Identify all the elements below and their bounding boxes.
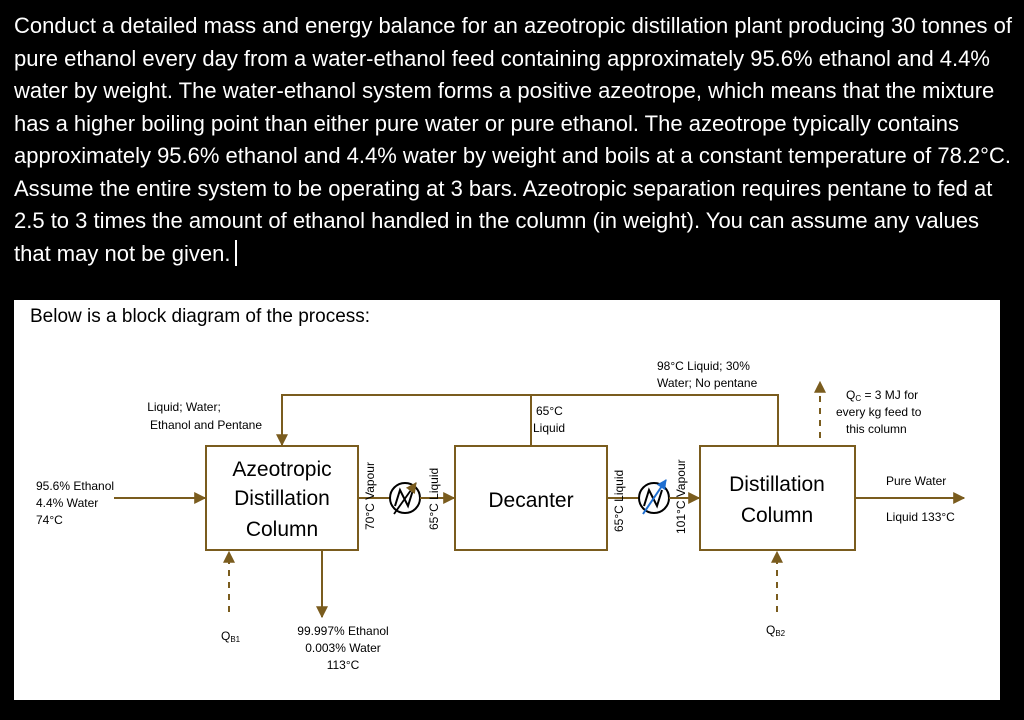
azeo-vapour-label: 70°C Vapour xyxy=(363,462,377,530)
process-diagram xyxy=(14,300,1000,700)
decanter-label: Decanter xyxy=(488,489,574,512)
recycle-dist-label-1: 98°C Liquid; 30% xyxy=(657,359,750,373)
qc-label-3: this column xyxy=(846,422,907,436)
recycle-label-2: Ethanol and Pentane xyxy=(149,418,263,432)
heat-exchanger-2-icon xyxy=(639,480,669,514)
qc-label-2: every kg feed to xyxy=(836,405,922,419)
diagram-title: Below is a block diagram of the process: xyxy=(30,306,371,327)
heat-exchanger-1-icon xyxy=(390,483,420,514)
recycle-label-1: Liquid; Water; xyxy=(147,400,221,414)
qc-label-1: QC = 3 MJ for xyxy=(846,388,919,403)
ethanol-product-label-3: 113°C xyxy=(326,658,360,672)
azeo-col-label-3: Column xyxy=(245,518,319,541)
azeo-col-label-1: Azeotropic xyxy=(232,458,332,481)
water-product-label-2: Liquid 133°C xyxy=(886,510,955,524)
distillation-column-box xyxy=(700,446,855,550)
decanter-out-label-2: Liquid xyxy=(533,421,566,435)
qb2-label: QB2 xyxy=(766,623,786,638)
dist-col-label-1: Distillation xyxy=(729,473,825,496)
feed-label-1: 95.6% Ethanol xyxy=(36,479,115,493)
dist-col-label-2: Column xyxy=(740,504,814,527)
water-product-label-1: Pure Water xyxy=(886,474,947,488)
dist-vapour-label: 101°C Vapour xyxy=(674,459,688,534)
diagram-panel xyxy=(14,300,1000,700)
qb1-label: QB1 xyxy=(221,629,241,644)
ethanol-product-label-2: 0.003% Water xyxy=(305,641,381,655)
recycle-dist-label-2: Water; No pentane xyxy=(657,376,758,390)
feed-label-2: 4.4% Water xyxy=(36,496,99,510)
decanter-liquid-label: 65°C Liquid xyxy=(612,469,626,532)
text-cursor xyxy=(235,240,237,266)
feed-label-3: 74°C xyxy=(36,513,63,527)
ethanol-product-label-1: 99.997% Ethanol xyxy=(297,624,389,638)
decanter-out-label-1: 65°C xyxy=(536,404,563,418)
problem-statement: Conduct a detailed mass and energy balance for an azeotropic distillation plant producing 30 tonnes of pure ethanol every day from a water-ethanol feed containing approximately 95.6% ethanol and 4.4% water by weight. The water-ethanol system forms a positive azeotrope, which means that the mixture has a higher boiling point than either pure water or pure ethanol. The azeotrope typically contains approximately 95.6% ethanol and 4.4% water by weight and boils at a constant temperature of 78.2°C. Assume the entire system to be operating at 3 bars. Azeotropic separation requires pentane to fed at 2.5 to 3 times the amount of ethanol handled in the column (in weight). You can assume any values that may not be given. xyxy=(14,13,1012,266)
hx1-liquid-label: 65°C Liquid xyxy=(427,467,441,530)
azeo-col-label-2: Distillation xyxy=(234,487,330,510)
